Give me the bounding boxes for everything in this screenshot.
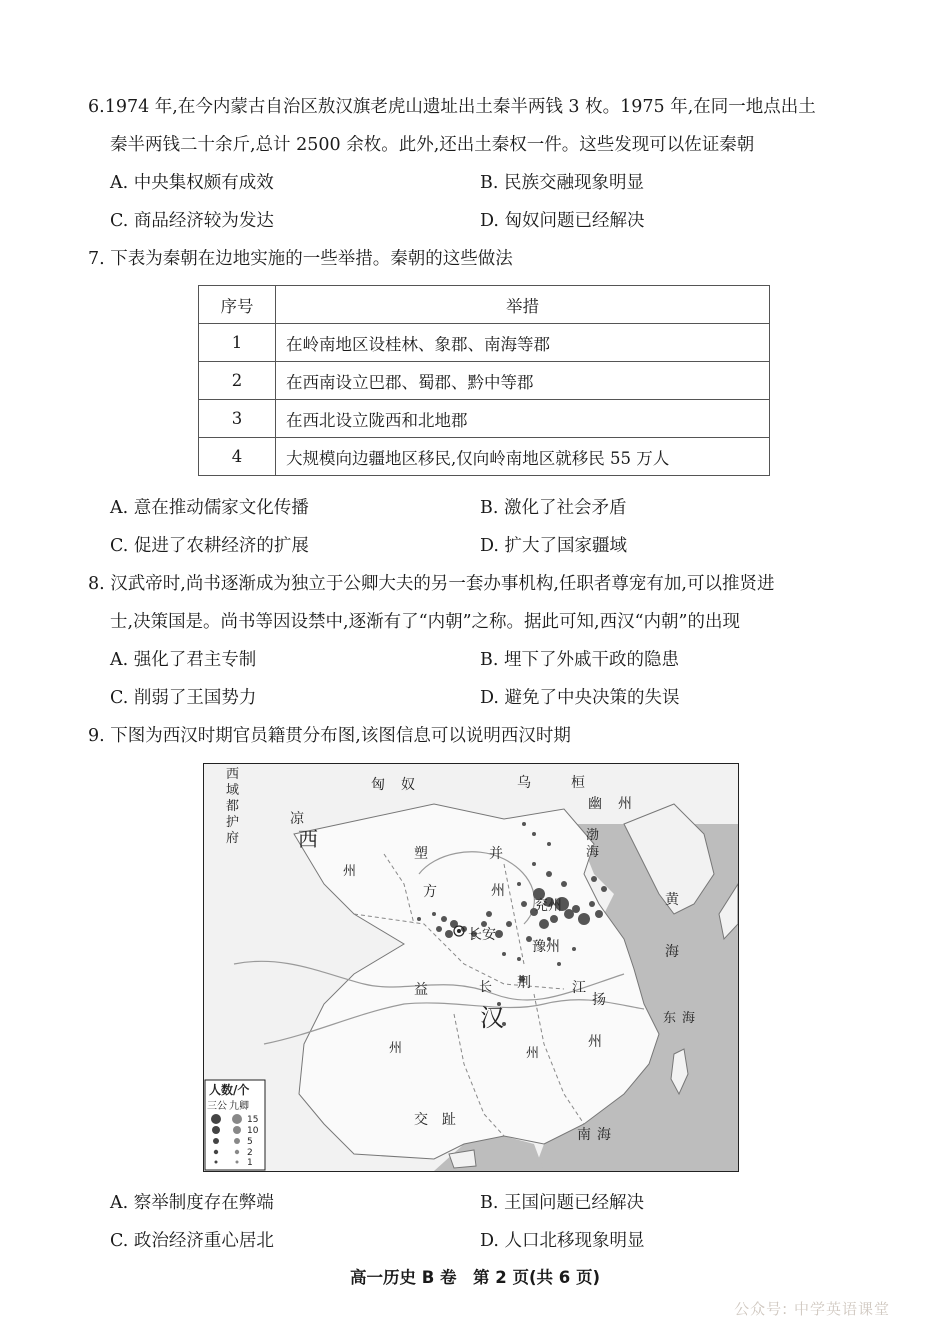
hainan-island [449,1150,476,1168]
q8-option-c[interactable]: C. 削弱了王国势力 [110,688,257,708]
label-xiyu-1: 西 [226,767,240,782]
watermark: 公众号: 中学英语课堂 [734,1300,890,1318]
label-bing-zhou: 州 [491,883,505,899]
q6-option-b[interactable]: B. 民族交融现象明显 [480,173,644,193]
table-cell-index: 1 [199,324,276,362]
q9-option-b[interactable]: B. 王国问题已经解决 [480,1193,644,1213]
table-cell-measure: 在西北设立陇西和北地郡 [276,400,770,438]
table-header-measure: 举措 [276,286,770,324]
map-svg [204,764,738,1171]
label-bohai-2: 海 [586,845,600,860]
q9-option-c[interactable]: C. 政治经济重心居北 [110,1231,274,1251]
legend-value: 5 [247,1137,253,1147]
label-han: 汉 [480,1004,504,1032]
label-xiongnu: 匈奴 [371,777,431,793]
q6-stem-line1: 6.1974 年,在今内蒙古自治区敖汉旗老虎山遗址出土秦半两钱 3 枚。1975 年,在同一地点出土 [88,97,816,117]
q8-option-a[interactable]: A. 强化了君主专制 [110,650,257,670]
label-xiyu-4: 护 [226,815,240,830]
q8-stem-line1: 8. 汉武帝时,尚书逐渐成为独立于公卿大夫的另一套办事机构,任职者尊宠有加,可以推贤进 [88,574,775,594]
label-bohai-1: 渤 [586,828,600,843]
q7-stem: 7. 下表为秦朝在边地实施的一些举措。秦朝的这些做法 [88,249,513,269]
q7-option-a[interactable]: A. 意在推动儒家文化传播 [110,498,309,518]
q9-option-d[interactable]: D. 人口北移现象明显 [480,1231,645,1251]
table-row [199,362,770,400]
label-donghai: 东海 [663,1011,702,1026]
table-cell-measure: 大规模向边疆地区移民,仅向岭南地区就移民 55 万人 [276,438,770,476]
legend-value: 2 [247,1148,253,1158]
legend-title: 人数/个 [209,1083,250,1097]
western-han-official-origin-map [203,763,739,1172]
label-huang: 黄 [665,892,679,908]
map-legend [205,1080,265,1170]
legend-value: 10 [247,1126,259,1136]
q7-option-d[interactable]: D. 扩大了国家疆域 [480,536,628,556]
changan-marker-dot [457,929,461,933]
legend-col-jiuqing: 九卿 [229,1101,249,1112]
label-liang: 凉 [290,811,304,827]
legend-value: 1 [247,1158,253,1168]
label-yi-zhou: 州 [389,1041,403,1056]
q6-option-a[interactable]: A. 中央集权颇有成效 [110,173,274,193]
table-cell-index: 2 [199,362,276,400]
q8-option-b[interactable]: B. 埋下了外戚干政的隐患 [480,650,679,670]
label-yang-zhou: 州 [588,1034,602,1050]
label-yang: 扬 [592,992,606,1008]
label-nanhai: 南海 [577,1127,617,1143]
page-footer: 高一历史 B 卷 第 2 页(共 6 页) [349,1268,601,1287]
label-fang: 方 [423,884,437,900]
table-cell-index: 3 [199,400,276,438]
table-cell-measure: 在西南设立巴郡、蜀郡、黔中等郡 [276,362,770,400]
table-cell-measure: 在岭南地区设桂林、象郡、南海等郡 [276,324,770,362]
q8-stem-line2: 士,决策国是。尚书等因设禁中,逐渐有了“内朝”之称。据此可知,西汉“内朝”的出现 [110,612,740,632]
q7-option-b[interactable]: B. 激化了社会矛盾 [480,498,627,518]
q8-option-d[interactable]: D. 避免了中央决策的失误 [480,688,680,708]
label-bing: 并 [489,846,503,862]
q9-stem: 9. 下图为西汉时期官员籍贯分布图,该图信息可以说明西汉时期 [88,726,571,746]
legend-col-sangong: 三公 [207,1101,227,1112]
label-liang-zhou: 州 [343,864,357,879]
table-cell-index: 4 [199,438,276,476]
label-yi: 益 [414,982,428,998]
label-jiang: 江 [572,980,586,996]
legend-value: 15 [247,1115,259,1125]
label-su: 塑 [414,846,428,862]
label-yuzhou: 豫州 [532,939,560,955]
label-chang: 长 [479,980,493,995]
table-header-index: 序号 [199,286,276,324]
label-jing: 荆 [517,975,531,991]
label-xiyu-5: 府 [226,831,240,846]
label-huang-hai: 海 [665,944,679,960]
table-row [199,400,770,438]
label-jing-zhou: 州 [526,1046,540,1061]
q6-option-c[interactable]: C. 商品经济较为发达 [110,211,274,231]
table-row [199,324,770,362]
label-xiyu-2: 域 [226,783,240,798]
q6-stem-line2: 秦半两钱二十余斤,总计 2500 余枚。此外,还出土秦权一件。这些发现可以佐证秦朝 [110,135,755,155]
q7-measures-table [198,285,770,476]
label-youzhou: 幽州 [588,796,648,812]
label-xi: 西 [298,827,318,851]
table-row [199,438,770,476]
table-header-row [199,286,770,324]
label-wuhuan: 乌桓 [517,775,625,791]
q7-option-c[interactable]: C. 促进了农耕经济的扩展 [110,536,309,556]
label-jiaozhi: 交趾 [414,1112,470,1128]
q9-option-a[interactable]: A. 察举制度存在弊端 [110,1193,274,1213]
q6-option-d[interactable]: D. 匈奴问题已经解决 [480,211,645,231]
label-yanzhou: 兖州 [534,898,562,914]
label-changan: 长安 [468,927,496,943]
label-xiyu-3: 都 [226,799,240,814]
